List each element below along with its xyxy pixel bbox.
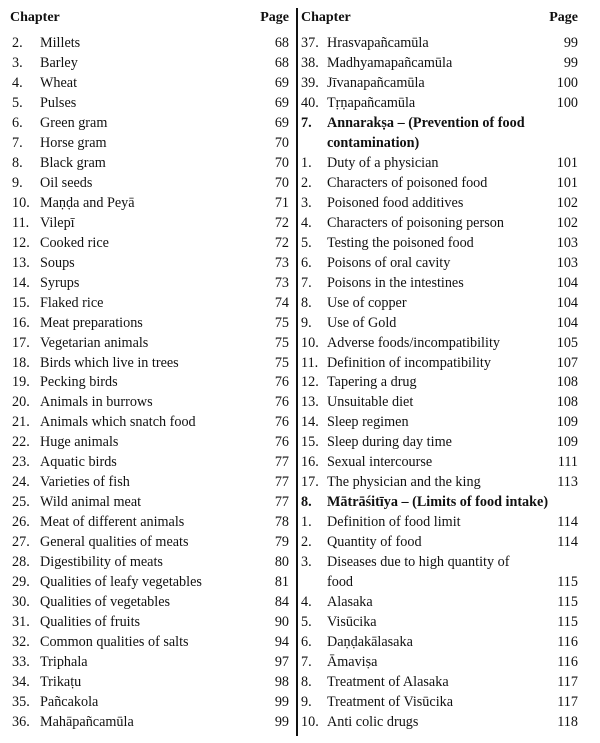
entry-title: Madhyamapañcamūla xyxy=(327,54,453,71)
entry-number: 3. xyxy=(12,54,23,71)
toc-entry xyxy=(301,612,600,632)
toc-entry xyxy=(301,512,600,532)
chapter-heading-row xyxy=(301,113,600,133)
entry-title: Definition of incompatibility xyxy=(327,354,491,371)
toc-entry xyxy=(301,452,600,472)
entry-title: Poisons of oral cavity xyxy=(327,254,451,271)
entry-title: Qualities of leafy vegetables xyxy=(40,574,202,591)
entry-title: Flaked rice xyxy=(40,294,104,311)
entry-number: 3. xyxy=(301,554,312,571)
entry-title: Daṇḍakālasaka xyxy=(327,634,413,651)
toc-entry xyxy=(301,353,600,373)
entry-page: 74 xyxy=(274,294,289,311)
entry-title: Characters of poisoning person xyxy=(327,214,504,231)
entry-page: 111 xyxy=(557,454,578,471)
entry-number: 2. xyxy=(301,534,312,551)
toc-entry xyxy=(0,113,295,133)
entry-number: 40. xyxy=(301,94,319,111)
toc-entry xyxy=(301,53,600,73)
toc-entry xyxy=(0,273,295,293)
entry-page: 70 xyxy=(274,154,289,171)
entry-title: Animals which snatch food xyxy=(40,414,196,431)
entry-page: 98 xyxy=(274,674,289,691)
entry-number: 27. xyxy=(12,534,30,551)
entry-title: Vilepī xyxy=(40,214,75,231)
entry-title: Green gram xyxy=(40,114,108,131)
toc-entry xyxy=(0,213,295,233)
entry-title: Characters of poisoned food xyxy=(327,174,488,191)
toc-entry xyxy=(0,33,295,53)
toc-entry xyxy=(301,652,600,672)
entry-page: 72 xyxy=(274,234,289,251)
entry-title: Adverse foods/incompatibility xyxy=(327,334,500,351)
entry-number: 14. xyxy=(12,274,30,291)
entry-title: Mātrāśitīya – (Limits of food intake) xyxy=(327,494,549,511)
entry-number: 4. xyxy=(301,594,312,611)
toc-entry xyxy=(301,672,600,692)
chapter-header: Chapter xyxy=(301,10,351,25)
entry-number: 2. xyxy=(301,174,312,191)
entry-number: 36. xyxy=(12,713,30,730)
entry-title: Horse gram xyxy=(40,134,107,151)
entry-title: Pañcakola xyxy=(40,694,99,710)
entry-title: Black gram xyxy=(40,154,106,171)
entry-number: 8. xyxy=(301,294,312,311)
toc-entry xyxy=(301,193,600,213)
entry-number: 5. xyxy=(12,94,23,111)
toc-entry xyxy=(0,253,295,273)
entry-page: 108 xyxy=(556,394,578,411)
entry-page: 69 xyxy=(274,114,289,131)
entry-number: 37. xyxy=(301,35,319,51)
toc-entry xyxy=(0,53,295,73)
entry-number: 3. xyxy=(301,194,312,211)
entry-title: Syrups xyxy=(40,274,80,291)
toc-entry xyxy=(301,532,600,552)
entry-number: 25. xyxy=(12,494,30,511)
entry-number: 38. xyxy=(301,54,319,71)
entry-page: 108 xyxy=(556,374,578,391)
entry-number: 22. xyxy=(12,434,30,451)
entry-number: 39. xyxy=(301,74,319,91)
entry-page: 114 xyxy=(557,514,578,531)
entry-number: 14. xyxy=(301,414,319,431)
entry-title: Trikaṭu xyxy=(40,674,82,691)
entry-page: 81 xyxy=(274,574,289,591)
entry-page: 118 xyxy=(557,713,578,730)
entry-page: 70 xyxy=(274,134,289,151)
entry-title: Treatment of Visūcika xyxy=(327,694,454,710)
chapter-heading-row xyxy=(301,133,600,153)
toc-entry xyxy=(301,273,600,293)
entry-number: 24. xyxy=(12,474,30,491)
entry-number: 23. xyxy=(12,454,30,471)
entry-number: 20. xyxy=(12,394,30,411)
entry-number: 8. xyxy=(12,154,23,171)
entry-title: Millets xyxy=(40,35,81,51)
entry-page: 117 xyxy=(557,674,578,691)
entry-number: 29. xyxy=(12,574,30,591)
toc-entry xyxy=(301,632,600,652)
entry-number: 16. xyxy=(301,454,319,471)
entry-title: Treatment of Alasaka xyxy=(327,674,449,691)
entry-title: Barley xyxy=(40,54,78,71)
entry-number: 17. xyxy=(12,334,30,351)
entry-page: 104 xyxy=(556,294,578,311)
toc-entry xyxy=(301,592,600,612)
entry-title: Oil seeds xyxy=(40,174,93,191)
entry-number: 11. xyxy=(12,214,30,231)
entry-number: 15. xyxy=(301,434,319,451)
entry-title: Diseases due to high quantity of xyxy=(327,554,510,571)
page-header: Page xyxy=(549,10,578,25)
entry-title: Digestibility of meats xyxy=(40,554,163,571)
entry-title: Qualities of vegetables xyxy=(40,594,171,611)
toc-entry xyxy=(0,412,295,432)
entry-title: Vegetarian animals xyxy=(40,334,149,351)
entry-title: Definition of food limit xyxy=(327,514,461,531)
entry-number: 7. xyxy=(301,274,312,291)
entry-title: food xyxy=(327,574,354,591)
toc-entry xyxy=(301,432,600,452)
chapter-heading-row xyxy=(301,492,600,512)
entry-title: Duty of a physician xyxy=(327,154,439,171)
entry-page: 103 xyxy=(556,254,578,271)
toc-entry xyxy=(0,532,295,552)
entry-title: Āmaviṣa xyxy=(327,654,378,671)
toc-entry xyxy=(301,73,600,93)
entry-title: Aquatic birds xyxy=(40,454,117,471)
toc-entry xyxy=(301,153,600,173)
toc-entry xyxy=(0,512,295,532)
toc-entry xyxy=(301,333,600,353)
entry-number: 12. xyxy=(12,234,30,251)
entry-number: 6. xyxy=(301,254,312,271)
entry-title: Wild animal meat xyxy=(40,494,142,511)
entry-page: 104 xyxy=(556,274,578,291)
toc-entry xyxy=(301,233,600,253)
entry-title: contamination) xyxy=(327,134,420,151)
entry-title: Mahāpañcamūla xyxy=(40,713,134,730)
entry-number: 15. xyxy=(12,294,30,311)
toc-entry xyxy=(301,93,600,113)
toc-entry xyxy=(0,93,295,113)
entry-number: 33. xyxy=(12,654,30,671)
entry-page: 77 xyxy=(274,474,289,491)
entry-number: 6. xyxy=(301,634,312,651)
chapter-header: Chapter xyxy=(10,10,60,25)
toc-entry xyxy=(301,213,600,233)
entry-number: 30. xyxy=(12,594,30,611)
toc-entry xyxy=(0,712,295,732)
entry-number: 7. xyxy=(301,114,312,131)
toc-entry xyxy=(0,472,295,492)
entry-page: 104 xyxy=(556,314,578,331)
toc-entry xyxy=(0,153,295,173)
entry-page: 79 xyxy=(274,534,289,551)
entry-number: 13. xyxy=(12,254,30,271)
entry-page: 99 xyxy=(274,694,289,710)
toc-entry xyxy=(0,233,295,253)
entry-page: 117 xyxy=(557,694,578,710)
entry-number: 17. xyxy=(301,474,319,491)
entry-title: Tapering a drug xyxy=(327,374,417,391)
entry-title: Use of copper xyxy=(327,294,407,311)
entry-title: Pecking birds xyxy=(40,374,118,391)
toc-entry xyxy=(301,552,600,572)
toc-entry xyxy=(0,313,295,333)
toc-entry xyxy=(0,452,295,472)
entry-page: 116 xyxy=(557,654,578,671)
entry-number: 10. xyxy=(301,713,319,730)
entry-number: 2. xyxy=(12,35,23,51)
entry-number: 19. xyxy=(12,374,30,391)
entry-page: 102 xyxy=(556,194,578,211)
entry-number: 35. xyxy=(12,694,30,710)
entry-title: Anti colic drugs xyxy=(327,713,419,730)
entry-number: 21. xyxy=(12,414,30,431)
entry-page: 103 xyxy=(556,234,578,251)
entry-page: 69 xyxy=(274,74,289,91)
toc-entry xyxy=(301,412,600,432)
entry-title: Poisons in the intestines xyxy=(327,274,464,291)
entry-page: 84 xyxy=(274,594,289,611)
entry-page: 115 xyxy=(557,614,578,631)
entry-page: 68 xyxy=(274,35,289,51)
entry-title: Jīvanapañcamūla xyxy=(327,74,425,91)
entry-title: Sleep during day time xyxy=(327,434,452,451)
toc-entry xyxy=(0,492,295,512)
entry-title: Triphala xyxy=(40,654,88,671)
toc-entry xyxy=(0,632,295,652)
entry-page: 80 xyxy=(274,554,289,571)
entry-title: Meat of different animals xyxy=(40,514,185,531)
entry-page: 105 xyxy=(556,334,578,351)
entry-number: 6. xyxy=(12,114,23,131)
entry-page: 114 xyxy=(557,534,578,551)
entry-title: Maṇḍa and Peyā xyxy=(40,194,135,211)
toc-entry xyxy=(301,173,600,193)
toc-entry xyxy=(301,712,600,732)
entry-page: 76 xyxy=(274,414,289,431)
toc-entry xyxy=(0,652,295,672)
entry-title: Poisoned food additives xyxy=(327,194,464,211)
entry-title: Animals in burrows xyxy=(40,394,153,411)
toc-entry xyxy=(0,552,295,572)
entry-number: 11. xyxy=(301,354,319,371)
toc-entry xyxy=(301,33,600,53)
entry-title: General qualities of meats xyxy=(40,534,189,551)
entry-page: 72 xyxy=(274,214,289,231)
entry-title: Wheat xyxy=(40,74,78,91)
entry-number: 8. xyxy=(301,494,312,511)
entry-page: 75 xyxy=(274,314,289,331)
toc-entry xyxy=(0,73,295,93)
entry-number: 16. xyxy=(12,314,30,331)
entry-title: Meat preparations xyxy=(40,314,143,331)
entry-title: Common qualities of salts xyxy=(40,634,189,651)
entry-page: 115 xyxy=(557,574,578,591)
entry-title: Sexual intercourse xyxy=(327,454,433,471)
entry-number: 7. xyxy=(12,134,23,151)
entry-page: 77 xyxy=(274,454,289,471)
entry-number: 9. xyxy=(301,694,312,710)
toc-entry xyxy=(301,313,600,333)
entry-page: 90 xyxy=(274,614,289,631)
entry-number: 34. xyxy=(12,674,30,691)
entry-number: 7. xyxy=(301,654,312,671)
entry-title: Cooked rice xyxy=(40,234,109,251)
entry-title: Visūcika xyxy=(327,614,377,631)
entry-number: 8. xyxy=(301,674,312,691)
entry-number: 9. xyxy=(301,314,312,331)
entry-number: 32. xyxy=(12,634,30,651)
entry-title: Unsuitable diet xyxy=(327,394,414,411)
entry-number: 18. xyxy=(12,354,30,371)
entry-page: 78 xyxy=(274,514,289,531)
entry-title: Tṛṇapañcamūla xyxy=(327,94,416,111)
entry-page: 100 xyxy=(556,74,578,91)
entry-title: Huge animals xyxy=(40,434,119,451)
entry-number: 31. xyxy=(12,614,30,631)
entry-title: Use of Gold xyxy=(327,314,397,331)
entry-page: 70 xyxy=(274,174,289,191)
entry-title: Hrasvapañcamūla xyxy=(327,35,429,51)
toc-entry xyxy=(0,353,295,373)
entry-title: The physician and the king xyxy=(327,474,481,491)
entry-number: 1. xyxy=(301,514,312,531)
entry-title: Soups xyxy=(40,254,75,271)
toc-entry xyxy=(301,692,600,712)
toc-entry xyxy=(0,572,295,592)
entry-title: Pulses xyxy=(40,94,77,111)
entry-title: Alasaka xyxy=(327,594,373,611)
entry-page: 99 xyxy=(274,713,289,730)
toc-entry xyxy=(0,592,295,612)
entry-title: Varieties of fish xyxy=(40,474,130,491)
entry-number: 4. xyxy=(301,214,312,231)
entry-page: 116 xyxy=(557,634,578,651)
entry-page: 102 xyxy=(556,214,578,231)
entry-page: 99 xyxy=(563,35,578,51)
toc-entry xyxy=(0,392,295,412)
entry-title: Qualities of fruits xyxy=(40,614,141,631)
entry-number: 26. xyxy=(12,514,30,531)
entry-number: 28. xyxy=(12,554,30,571)
toc-entry xyxy=(0,372,295,392)
entry-page: 107 xyxy=(556,354,578,371)
entry-page: 75 xyxy=(274,334,289,351)
entry-page: 115 xyxy=(557,594,578,611)
entry-page: 76 xyxy=(274,374,289,391)
entry-number: 5. xyxy=(301,234,312,251)
toc-entry xyxy=(0,173,295,193)
page-header: Page xyxy=(260,10,289,25)
entry-page: 94 xyxy=(274,634,289,651)
entry-page: 97 xyxy=(274,654,289,671)
entry-page: 101 xyxy=(556,154,578,171)
toc-entry xyxy=(0,692,295,712)
entry-page: 109 xyxy=(556,434,578,451)
toc-entry xyxy=(301,392,600,412)
toc-entry xyxy=(0,333,295,353)
entry-page: 69 xyxy=(274,94,289,111)
entry-title: Birds which live in trees xyxy=(40,354,179,371)
entry-page: 101 xyxy=(556,174,578,191)
entry-page: 100 xyxy=(556,94,578,111)
entry-number: 10. xyxy=(301,334,319,351)
entry-title: Annarakṣa – (Prevention of food xyxy=(327,114,525,131)
entry-page: 76 xyxy=(274,394,289,411)
entry-number: 10. xyxy=(12,194,30,211)
entry-number: 5. xyxy=(301,614,312,631)
toc-entry xyxy=(0,293,295,313)
toc-entry xyxy=(301,572,600,592)
entry-page: 71 xyxy=(274,194,289,211)
entry-page: 76 xyxy=(274,434,289,451)
entry-page: 113 xyxy=(557,474,578,491)
entry-number: 13. xyxy=(301,394,319,411)
entry-number: 1. xyxy=(301,154,312,171)
entry-page: 77 xyxy=(274,494,289,511)
toc-entry xyxy=(301,372,600,392)
entry-number: 4. xyxy=(12,74,23,91)
entry-title: Testing the poisoned food xyxy=(327,234,474,251)
toc-entry xyxy=(0,133,295,153)
entry-page: 73 xyxy=(274,274,289,291)
toc-entry xyxy=(301,293,600,313)
entry-title: Quantity of food xyxy=(327,534,422,551)
entry-page: 109 xyxy=(556,414,578,431)
entry-number: 9. xyxy=(12,174,23,191)
toc-entry xyxy=(0,672,295,692)
toc-entry xyxy=(301,472,600,492)
column-divider xyxy=(296,8,298,736)
entry-number: 12. xyxy=(301,374,319,391)
toc-entry xyxy=(0,193,295,213)
entry-page: 75 xyxy=(274,354,289,371)
entry-page: 73 xyxy=(274,254,289,271)
entry-page: 68 xyxy=(274,54,289,71)
toc-entry xyxy=(0,612,295,632)
entry-title: Sleep regimen xyxy=(327,414,409,431)
entry-page: 99 xyxy=(563,54,578,71)
toc-entry xyxy=(0,432,295,452)
toc-entry xyxy=(301,253,600,273)
